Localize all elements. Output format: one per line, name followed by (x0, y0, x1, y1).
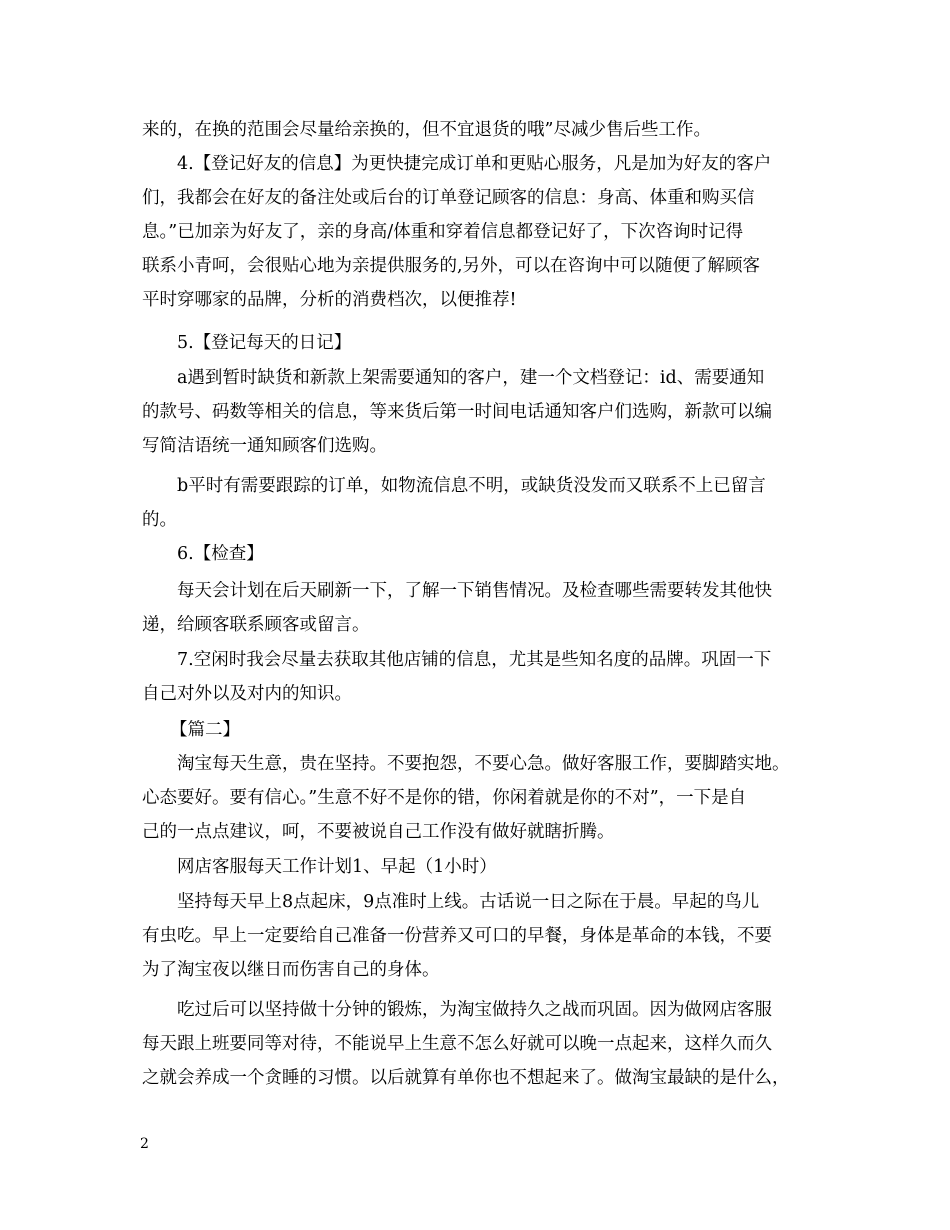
text-line: 有虫吃。早上一定要给自己准备一份营养又可口的早餐，身体是革命的本钱，不要 (142, 926, 772, 946)
text-line: 平时穿哪家的品牌，分析的消费档次，以便推荐! (142, 290, 517, 310)
text-line: 淘宝每天生意，贵在坚持。不要抱怨，不要心急。做好客服工作，要脚踏实地。 (177, 754, 790, 774)
section-heading: 5.【登记每天的日记】 (177, 333, 352, 353)
text-line: 坚持每天早上8点起床，9点准时上线。古话说一日之际在于晨。早起的鸟儿 (177, 892, 760, 912)
page-number: 2 (140, 1136, 149, 1152)
text-line: 心态要好。要有信心。”生意不好不是你的错，你闲着就是你的不对”，一下是自 (142, 788, 747, 808)
text-line: 自己对外以及对内的知识。 (142, 684, 352, 704)
text-line: 每天会计划在后天刷新一下，了解一下销售情况。及检查哪些需要转发其他快 (177, 581, 772, 601)
text-line: 来的，在换的范围会尽量给亲换的，但不宜退货的哦”尽减少售后些工作。 (142, 120, 711, 140)
text-line: 的。 (142, 510, 177, 530)
text-line: 4.【登记好友的信息】为更快捷完成订单和更贴心服务，凡是加为好友的客户 (177, 154, 772, 174)
section-heading: 6.【检查】 (177, 544, 264, 564)
text-line: 递，给顾客联系顾客或留言。 (142, 615, 370, 635)
text-line: 的款号、码数等相关的信息，等来货后第一时间电话通知客户们选购，新款可以编 (142, 402, 772, 422)
text-line: b平时有需要跟踪的订单，如物流信息不明，或缺货没发而又联系不上已留言 (177, 476, 766, 496)
text-line: 7.空闲时我会尽量去获取其他店铺的信息，尤其是些知名度的品牌。巩固一下 (177, 650, 772, 670)
section-heading: 【篇二】 (170, 720, 240, 740)
text-line: 联系小青呵，会很贴心地为亲提供服务的,另外，可以在咨询中可以随便了解顾客 (142, 256, 761, 276)
text-line: 为了淘宝夜以继日而伤害自己的身体。 (142, 960, 440, 980)
text-line: 每天跟上班要同等对待，不能说早上生意不怎么好就可以晚一点起来，这样久而久 (142, 1034, 772, 1054)
text-line: 写简洁语统一通知顾客们选购。 (142, 436, 387, 456)
text-line: 们，我都会在好友的备注处或后台的订单登记顾客的信息：身高、体重和购买信 (142, 188, 755, 208)
text-line: 息。”已加亲为好友了，亲的身高/体重和穿着信息都登记好了，下次咨询时记得 (142, 222, 744, 242)
text-line: 网店客服每天工作计划1、早起（1小时） (177, 857, 497, 877)
text-line: 之就会养成一个贪睡的习惯。以后就算有单你也不想起来了。做淘宝最缺的是什么， (142, 1068, 790, 1088)
text-line: 己的一点点建议，呵，不要被说自己工作没有做好就瞎折腾。 (142, 822, 615, 842)
text-line: a遇到暂时缺货和新款上架需要通知的客户，建一个文档登记：id、需要通知 (177, 368, 765, 388)
text-line: 吃过后可以坚持做十分钟的锻炼，为淘宝做持久之战而巩固。因为做网店客服 (177, 1000, 772, 1020)
